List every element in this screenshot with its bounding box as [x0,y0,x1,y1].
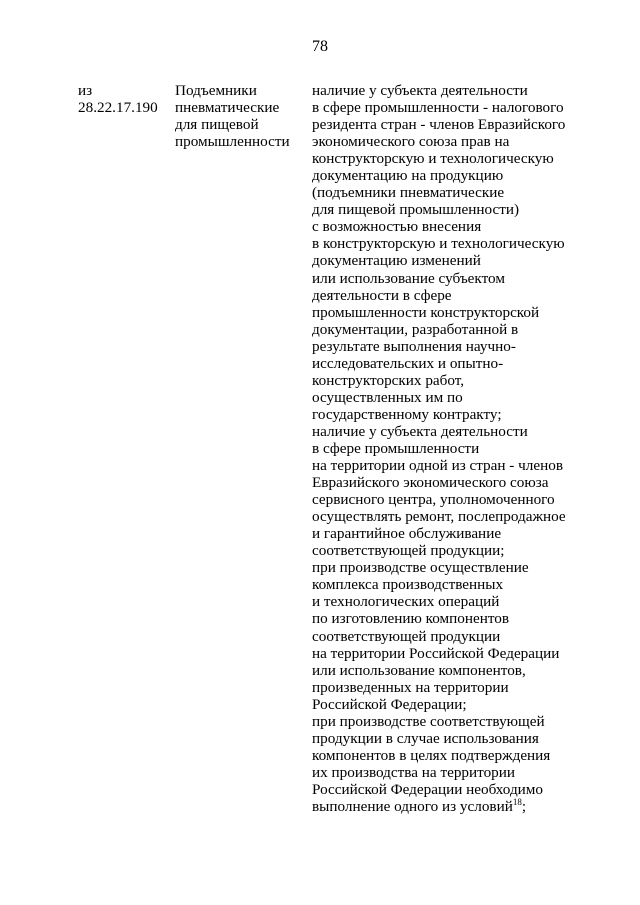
condition-line: в сфере промышленности - налогового [312,99,564,117]
condition-line: на территории одной из стран - членов [312,457,564,475]
product-code-line: из [78,82,93,99]
conditions-last-line-text: выполнение одного из условий [312,797,513,815]
condition-line: наличие у субъекта деятельности [312,422,528,440]
condition-line: соответствующей продукции [312,627,501,645]
condition-line: в конструкторскую и технологическую [312,235,565,253]
condition-line: резидента стран - членов Евразийского [312,116,566,134]
condition-line: (подъемники пневматические [312,184,505,202]
conditions-text [312,82,612,798]
condition-line: по изготовлению компонентов [312,610,510,628]
condition-line: и гарантийное обслуживание [312,525,502,543]
condition-line: их производства на территории [312,763,516,781]
condition-line: документацию изменений [312,252,481,270]
condition-line: или использование субъектом [312,269,505,287]
product-name-line: Подъемники [175,82,257,99]
condition-line: сервисного центра, уполномоченного [312,491,555,509]
condition-line: наличие у субъекта деятельности [312,82,528,99]
condition-line: осуществлять ремонт, послепродажное [312,508,566,526]
condition-line: конструкторскую и технологическую [312,150,554,168]
condition-line: документации, разработанной в [312,320,519,338]
condition-line: деятельности в сфере [312,286,452,304]
product-name-cell [175,82,295,150]
condition-line: произведенных на территории [312,678,509,696]
condition-line: исследовательских и опытно- [312,354,504,372]
condition-line: результате выполнения научно- [312,337,516,355]
condition-line: в сфере промышленности [312,439,480,457]
footnote-reference: 18 [512,796,522,807]
condition-line: или использование компонентов, [312,661,526,679]
conditions-last-line-tail: ; [521,797,527,815]
condition-line: Российской Федерации необходимо [312,780,544,798]
condition-line: промышленности конструкторской [312,303,540,321]
condition-line: документацию на продукцию [312,167,504,185]
page-number: 78 [312,38,328,55]
product-name-line: для пищевой [175,116,259,134]
condition-line: продукции в случае использования [312,729,539,747]
product-name-line: пневматические [175,99,280,117]
condition-line: комплекса производственных [312,576,504,594]
condition-line: при производстве осуществление [312,559,529,577]
conditions-cell [312,82,612,815]
condition-line: осуществленных им по [312,388,463,406]
conditions-last-line [312,798,612,815]
condition-line: на территории Российской Федерации [312,644,560,662]
condition-line: при производстве соответствующей [312,712,545,730]
condition-line: экономического союза прав на [312,133,510,151]
condition-line: Российской Федерации; [312,695,467,713]
product-name-line: промышленности [175,133,290,151]
condition-line: Евразийского экономического союза [312,474,549,492]
condition-line: с возможностью внесения [312,218,482,236]
condition-line: и технологических операций [312,593,500,611]
product-code-cell [78,82,168,116]
condition-line: для пищевой промышленности) [312,201,520,219]
condition-line: соответствующей продукции; [312,542,505,560]
condition-line: компонентов в целях подтверждения [312,746,551,764]
condition-line: конструкторских работ, [312,371,465,389]
condition-line: государственному контракту; [312,405,502,423]
product-code-line: 28.22.17.190 [78,99,158,117]
